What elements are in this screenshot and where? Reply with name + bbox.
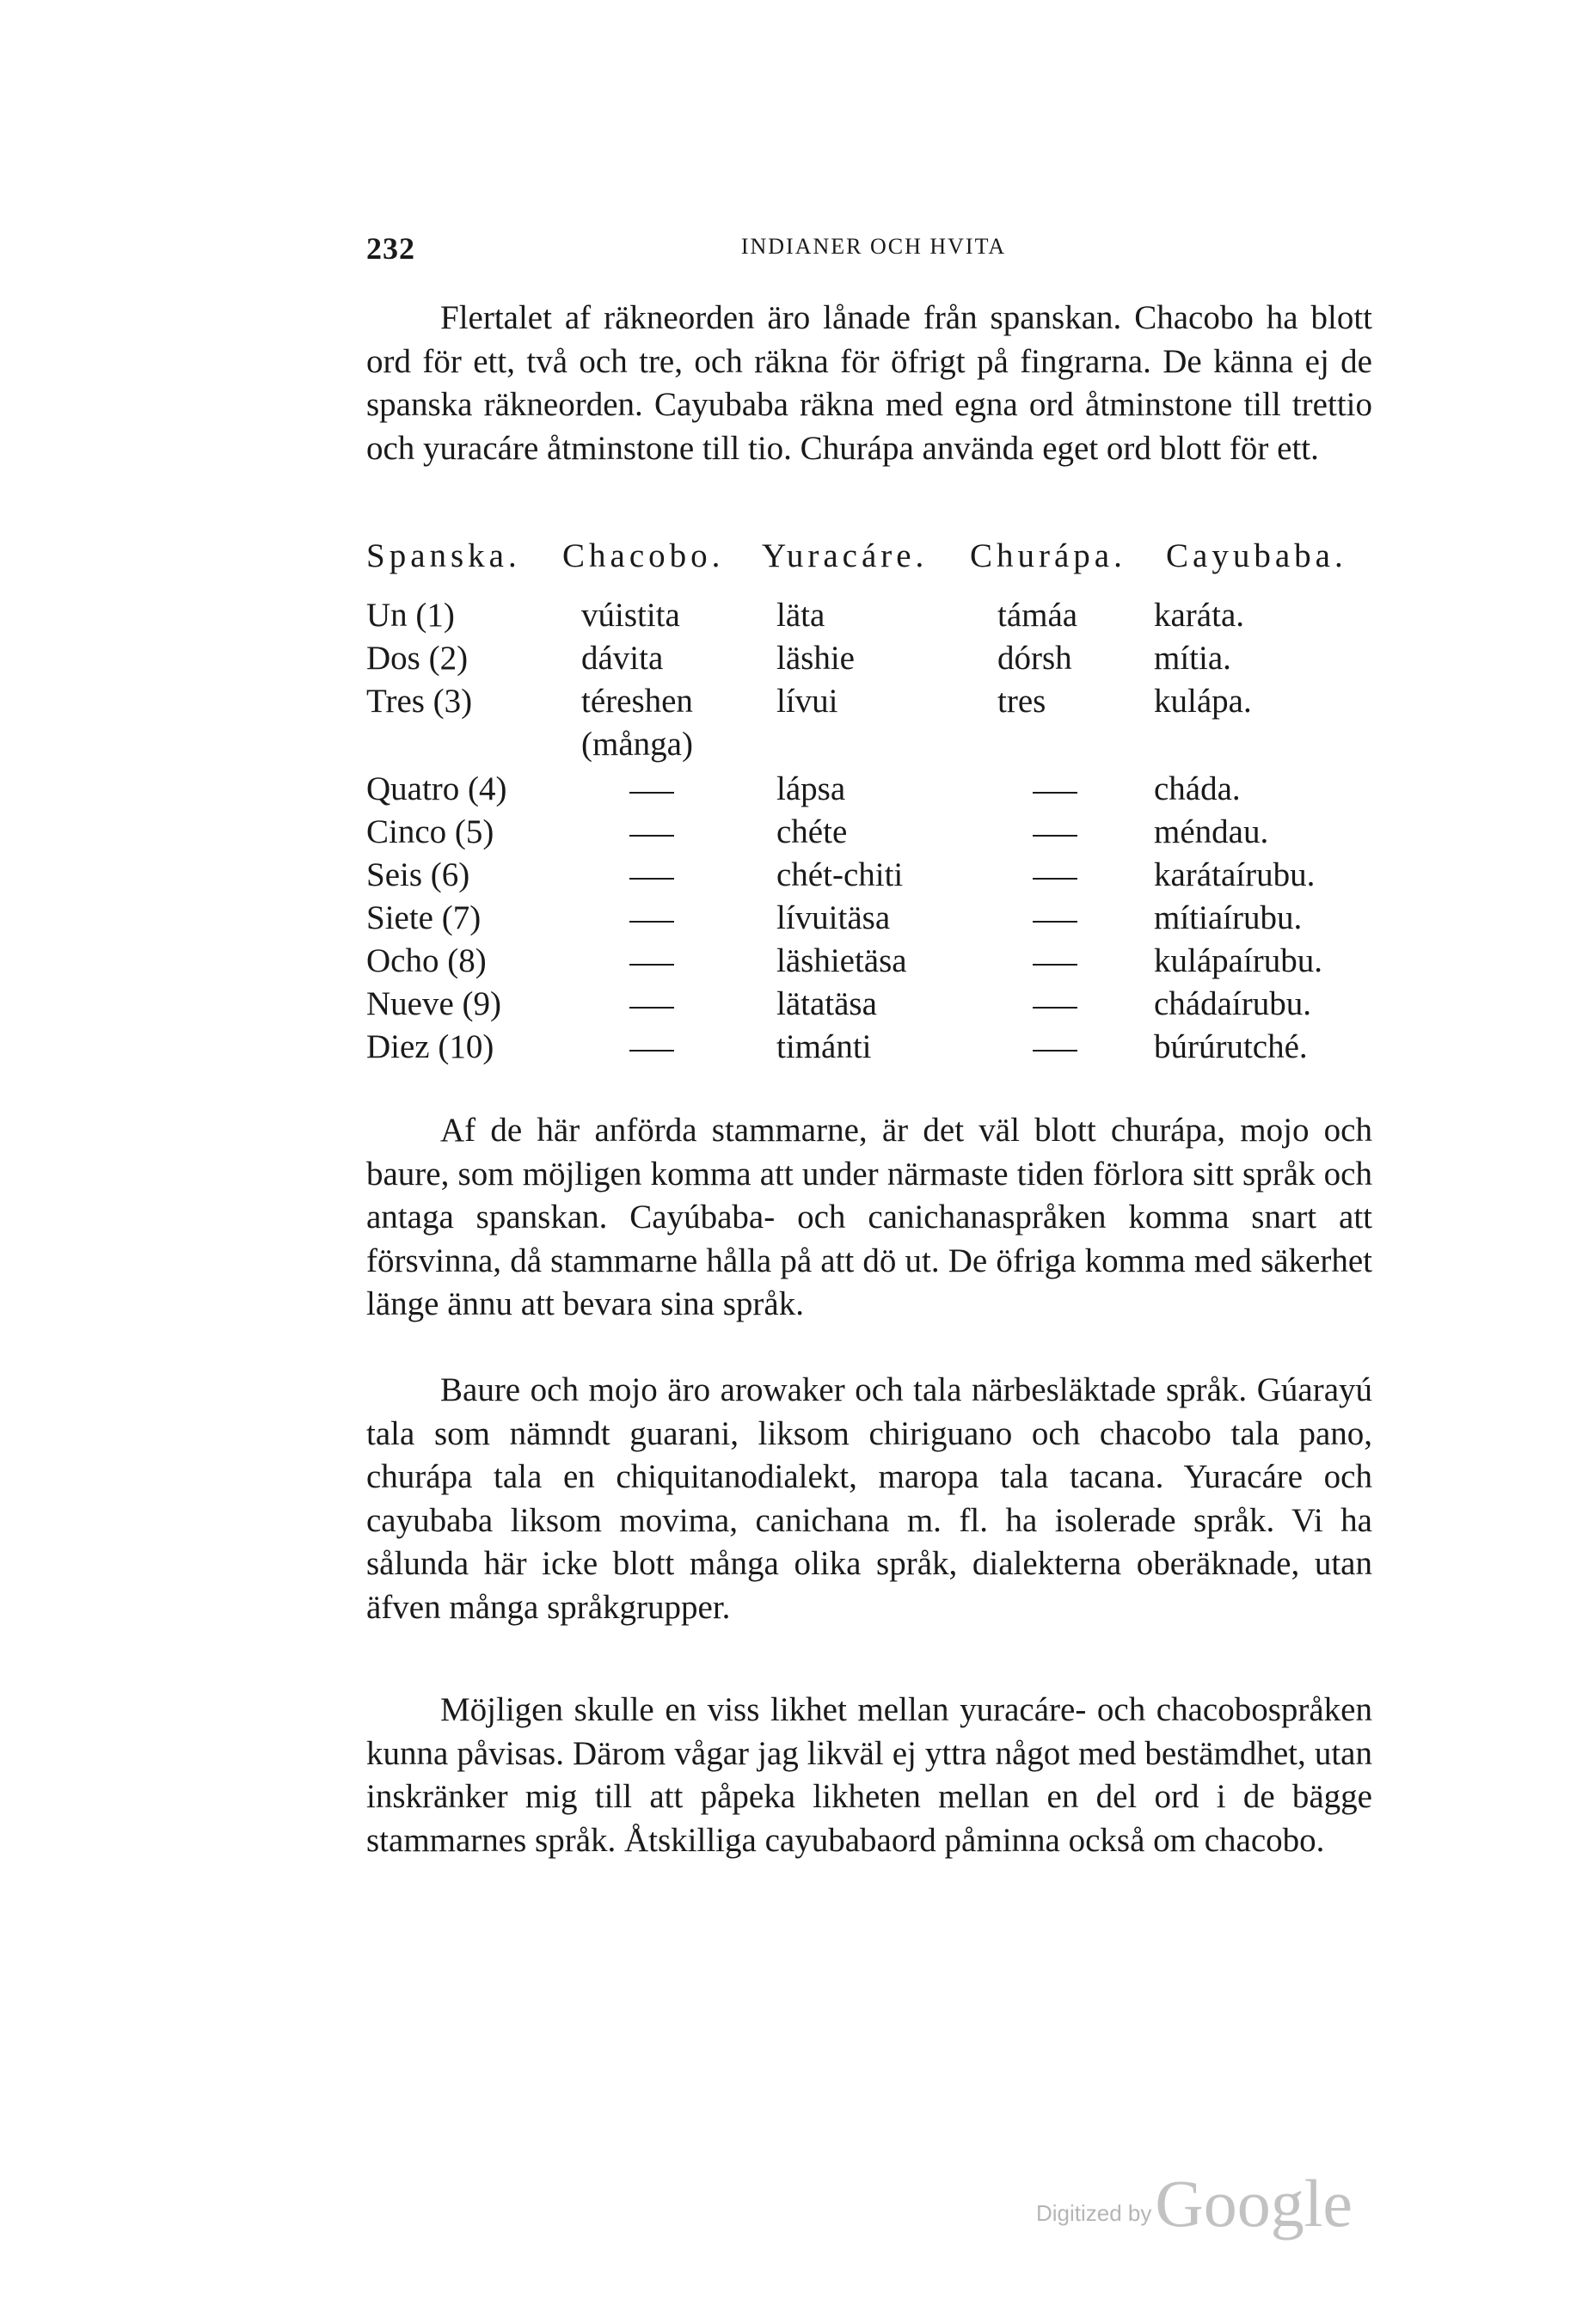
dash-churapa xyxy=(1033,964,1077,966)
cell-cayubaba: chádaírubu. xyxy=(1154,985,1312,1022)
paragraph-3: Baure och mojo äro arowaker och tala närbesläktade språk. Gúarayú tala som nämndt guarani, liksom chiriguano och chacobo tala pano, churápa tala en chiquitanodialekt, maropa tala tacana. Yuracáre och cayubaba liksom movima, canichana m. fl. ha isolerade språk. Vi ha sålunda här icke blott många olika språk, dialekterna oberäknade, utan äfven många språkgrupper. xyxy=(366,1371,1372,1626)
cell-cayubaba: karáta. xyxy=(1154,597,1245,634)
dash-chacobo xyxy=(629,964,674,966)
cell-cayubaba: karátaírubu. xyxy=(1154,856,1316,893)
paragraph-4: Möjligen skulle en viss likhet mellan yuracáre- och chacobospråken kunna påvisas. Därom vågar jag likväl ej yttra något med bestämdhet, utan inskränker mig till att påpeka likheten mellan en del ord i de bägge stammarnes språk. Åtskilliga cayubabaord påminna också om chacobo. xyxy=(366,1691,1372,1859)
column-header-churapa: Churápa. xyxy=(970,537,1126,574)
cell-yuracare: chét-chiti xyxy=(776,856,904,893)
cell-cayubaba: búrúrutché. xyxy=(1154,1028,1308,1065)
dash-churapa xyxy=(1033,1050,1077,1052)
cell-spanska: Tres (3) xyxy=(366,683,473,720)
column-header-cayubaba: Cayubaba. xyxy=(1166,537,1347,574)
cell-yuracare: chéte xyxy=(776,813,848,850)
cell-churapa: támáa xyxy=(997,597,1078,634)
watermark-prefix: Digitized by xyxy=(1036,2200,1152,2226)
cell-yuracare: läta xyxy=(776,597,825,634)
cell-chacobo-note: (många) xyxy=(581,726,693,763)
cell-spanska: Quatro (4) xyxy=(366,770,507,807)
cell-spanska: Un (1) xyxy=(366,597,455,634)
cell-cayubaba: mítia. xyxy=(1154,640,1231,677)
cell-cayubaba: méndau. xyxy=(1154,813,1269,850)
dash-churapa xyxy=(1033,792,1077,794)
cell-chacobo: vúistita xyxy=(581,597,680,634)
dash-churapa xyxy=(1033,835,1077,837)
cell-chacobo: dávita xyxy=(581,640,664,677)
cell-yuracare: lápsa xyxy=(776,770,846,807)
cell-yuracare: läshietäsa xyxy=(776,942,907,979)
paragraph-2: Af de här anförda stammarne, är det väl blott churápa, mojo och baure, som möjligen komma att under närmaste tiden förlora sitt språk och antaga spanskan. Cayúbaba- och canichanaspråken komma snart att försvinna, då stammarne hålla på att dö ut. De öfriga komma med säkerhet länge ännu att bevara sina språk. xyxy=(366,1112,1372,1322)
cell-yuracare: timánti xyxy=(776,1028,872,1065)
cell-cayubaba: cháda. xyxy=(1154,770,1241,807)
dash-churapa xyxy=(1033,1007,1077,1009)
column-header-yuracare: Yuracáre. xyxy=(762,537,929,574)
dash-chacobo xyxy=(629,1050,674,1052)
dash-churapa xyxy=(1033,921,1077,923)
dash-churapa xyxy=(1033,878,1077,880)
cell-spanska: Seis (6) xyxy=(366,856,470,893)
dash-chacobo xyxy=(629,878,674,880)
cell-yuracare: läshie xyxy=(776,640,855,677)
cell-spanska: Dos (2) xyxy=(366,640,469,677)
running-title: INDIANER OCH HVITA xyxy=(740,234,1007,259)
cell-yuracare: lätatäsa xyxy=(776,985,877,1022)
column-header-chacobo: Chacobo. xyxy=(562,537,725,574)
cell-churapa: tres xyxy=(997,683,1046,720)
dash-chacobo xyxy=(629,792,674,794)
digitized-watermark xyxy=(1036,2165,1353,2242)
dash-chacobo xyxy=(629,921,674,923)
cell-churapa: dórsh xyxy=(997,640,1072,677)
column-header-spanska: Spanska. xyxy=(366,537,521,574)
google-logo: Google xyxy=(1155,2166,1353,2241)
cell-spanska: Nueve (9) xyxy=(366,985,502,1022)
dash-chacobo xyxy=(629,1007,674,1009)
cell-cayubaba: kulápa. xyxy=(1154,683,1252,720)
cell-spanska: Ocho (8) xyxy=(366,942,487,979)
page-number: 232 xyxy=(366,231,415,266)
paragraph-1: Flertalet af räkneorden äro lånade från spanskan. Chacobo ha blott ord för ett, två och tre, och räkna för öfrigt på fingrarna. De känna ej de spanska räkneorden. Cayubaba räkna med egna ord åtminstone till trettio och yuracáre åtminstone till tio. Churápa använda eget ord blott för ett. xyxy=(366,299,1372,467)
page-header xyxy=(366,230,1372,265)
cell-cayubaba: kulápaírubu. xyxy=(1154,942,1323,979)
cell-yuracare: lívuitäsa xyxy=(776,899,891,936)
cell-spanska: Cinco (5) xyxy=(366,813,494,850)
cell-spanska: Diez (10) xyxy=(366,1028,494,1065)
dash-chacobo xyxy=(629,835,674,837)
cell-chacobo: téreshen xyxy=(581,683,693,720)
cell-yuracare: lívui xyxy=(776,683,838,720)
cell-cayubaba: mítiaírubu. xyxy=(1154,899,1303,936)
cell-spanska: Siete (7) xyxy=(366,899,482,936)
